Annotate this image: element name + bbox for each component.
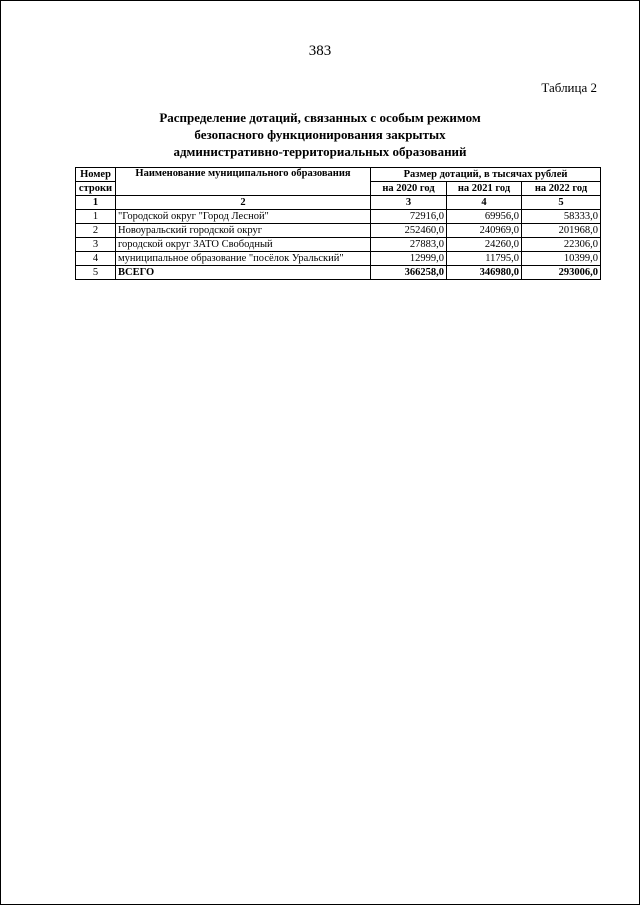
column-number-4: 4 bbox=[447, 196, 522, 210]
amount-2020: 12999,0 bbox=[371, 252, 447, 266]
title-line-3: административно-территориальных образований bbox=[173, 144, 467, 159]
amount-2022: 10399,0 bbox=[522, 252, 601, 266]
amount-2022: 22306,0 bbox=[522, 238, 601, 252]
header-municipality-name: Наименование муниципального образования bbox=[116, 168, 371, 196]
total-2022: 293006,0 bbox=[522, 266, 601, 280]
total-row bbox=[76, 266, 601, 280]
title-line-2: безопасного функционирования закрытых bbox=[194, 127, 446, 142]
header-row-number: Номер bbox=[76, 168, 116, 182]
amount-2022: 201968,0 bbox=[522, 224, 601, 238]
amount-2020: 252460,0 bbox=[371, 224, 447, 238]
column-number-3: 3 bbox=[371, 196, 447, 210]
amount-2020: 27883,0 bbox=[371, 238, 447, 252]
amount-2020: 72916,0 bbox=[371, 210, 447, 224]
column-numbers-row bbox=[76, 196, 601, 210]
header-year-2020: на 2020 год bbox=[371, 182, 447, 196]
amount-2021: 69956,0 bbox=[447, 210, 522, 224]
amount-2021: 24260,0 bbox=[447, 238, 522, 252]
total-label: ВСЕГО bbox=[116, 266, 371, 280]
municipality-name: городской округ ЗАТО Свободный bbox=[116, 238, 371, 252]
row-number: 3 bbox=[76, 238, 116, 252]
municipality-name: муниципальное образование "посёлок Уральский" bbox=[116, 252, 371, 266]
header-row-number-2: строки bbox=[76, 182, 116, 196]
amount-2021: 11795,0 bbox=[447, 252, 522, 266]
header-amount-group: Размер дотаций, в тысячах рублей bbox=[371, 168, 601, 182]
page-number: 383 bbox=[308, 43, 332, 59]
table-row bbox=[76, 238, 601, 252]
row-number: 2 bbox=[76, 224, 116, 238]
column-number-2: 2 bbox=[116, 196, 371, 210]
column-number-5: 5 bbox=[522, 196, 601, 210]
municipality-name: Новоуральский городской округ bbox=[116, 224, 371, 238]
municipality-name: "Городской округ "Город Лесной" bbox=[116, 210, 371, 224]
total-row-number: 5 bbox=[76, 266, 116, 280]
total-2021: 346980,0 bbox=[447, 266, 522, 280]
row-number: 1 bbox=[76, 210, 116, 224]
header-year-2021: на 2021 год bbox=[447, 182, 522, 196]
table-row bbox=[76, 210, 601, 224]
title-line-1: Распределение дотаций, связанных с особым режимом bbox=[159, 110, 481, 125]
row-number: 4 bbox=[76, 252, 116, 266]
subsidies-table bbox=[75, 167, 601, 280]
table-row bbox=[76, 252, 601, 266]
table-label: Таблица 2 bbox=[541, 80, 597, 95]
document-title bbox=[1, 109, 639, 160]
table-row bbox=[76, 224, 601, 238]
header-row-1 bbox=[76, 168, 601, 182]
column-number-1: 1 bbox=[76, 196, 116, 210]
total-2020: 366258,0 bbox=[371, 266, 447, 280]
amount-2022: 58333,0 bbox=[522, 210, 601, 224]
header-year-2022: на 2022 год bbox=[522, 182, 601, 196]
amount-2021: 240969,0 bbox=[447, 224, 522, 238]
